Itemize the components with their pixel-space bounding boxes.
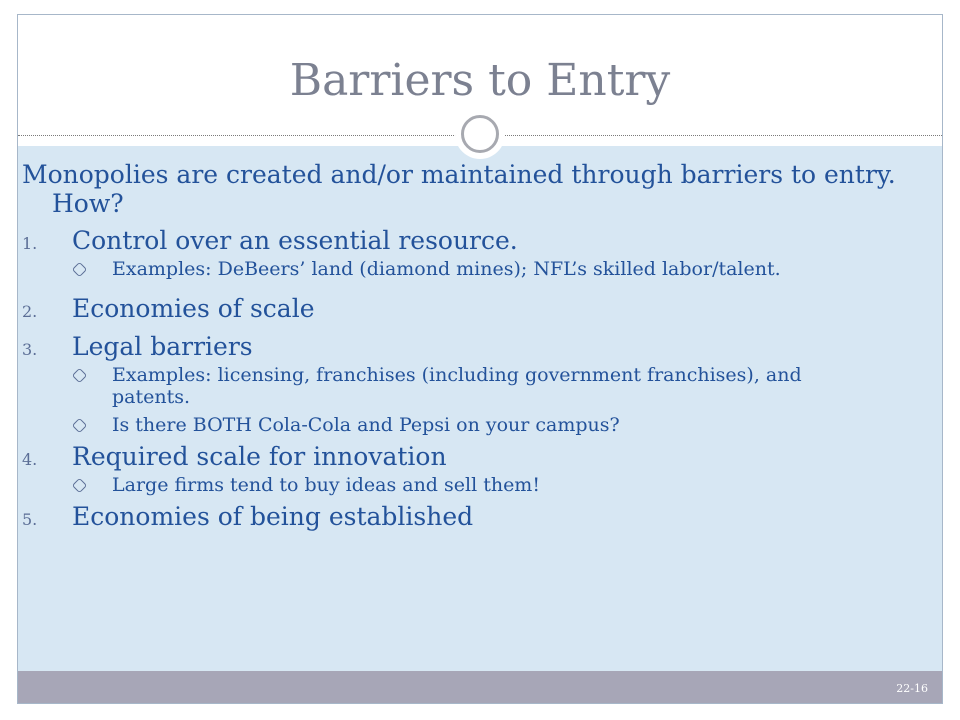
list-item	[22, 442, 902, 472]
item-number: 3.	[22, 340, 38, 359]
item-label: Economies of scale	[72, 294, 315, 323]
sub-item-text: Large firms tend to buy ideas and sell them!	[112, 474, 540, 496]
item-label: Economies of being established	[72, 502, 474, 531]
item-label: Control over an essential resource.	[72, 226, 518, 255]
circle-ornament-icon	[455, 109, 505, 159]
sub-item	[72, 364, 902, 408]
sub-item	[72, 474, 902, 496]
slide-title: Barriers to Entry	[289, 55, 671, 106]
item-number: 2.	[22, 302, 38, 321]
diamond-bullet-icon	[72, 364, 112, 386]
list-item	[22, 332, 902, 362]
diamond-bullet-icon	[72, 414, 112, 436]
page-number: 22-16	[896, 682, 928, 695]
sub-item	[72, 414, 902, 436]
sub-item-text: Is there BOTH Cola-Cola and Pepsi on your campus?	[112, 414, 620, 436]
sub-item	[72, 258, 902, 280]
item-number: 4.	[22, 450, 38, 469]
diamond-bullet-icon	[72, 474, 112, 496]
diamond-bullet-icon	[72, 258, 112, 280]
item-label: Required scale for innovation	[72, 442, 447, 471]
list-item	[22, 502, 902, 532]
sub-item-text: Examples: DeBeers’ land (diamond mines); NFL’s skilled labor/talent.	[112, 258, 781, 280]
list-item	[22, 226, 902, 256]
list-item	[22, 294, 902, 324]
sub-item-text: Examples: licensing, franchises (including government franchises), and patents.	[112, 364, 802, 408]
item-number: 5.	[22, 510, 38, 529]
item-number: 1.	[22, 234, 38, 253]
intro-text: Monopolies are created and/or maintained through barriers to entry. How?	[22, 160, 896, 218]
item-label: Legal barriers	[72, 332, 253, 361]
footer-bar	[18, 671, 942, 703]
slide-body	[22, 160, 902, 532]
